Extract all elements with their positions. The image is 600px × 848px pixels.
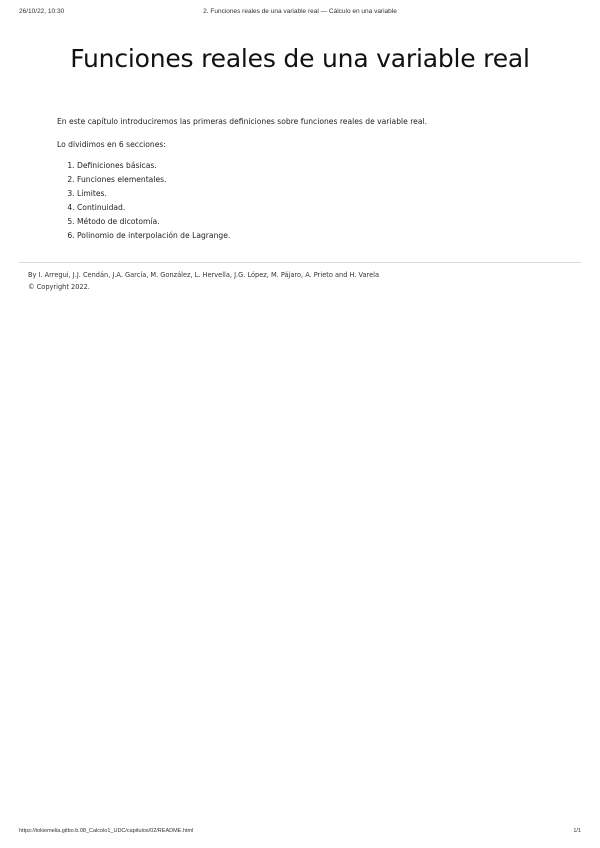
section-item-5[interactable]: 5. Método de dicotomía. <box>77 215 560 229</box>
authors-line: By I. Arregui, J.J. Cendán, J.A. García, M. González, L. Hervella, J.G. López, M. Pájaro, A. Prieto and H. Varela <box>28 271 380 279</box>
page-title: Funciones reales de una variable real <box>70 44 530 73</box>
section-item-1[interactable]: 1. Definiciones básicas. <box>77 159 560 173</box>
copyright-line: © Copyright 2022. <box>28 283 90 291</box>
footer-divider <box>19 262 581 263</box>
section-item-3[interactable]: 3. Límites. <box>77 187 560 201</box>
print-page-number: 1/1 <box>573 828 581 834</box>
sections-lead: Lo dividimos en 6 secciones: <box>57 140 166 149</box>
chapter-content <box>57 115 560 243</box>
print-date: 26/10/22, 10:30 <box>19 8 65 15</box>
credits <box>28 269 580 293</box>
section-item-2[interactable]: 2. Funciones elementales. <box>77 173 560 187</box>
section-item-6[interactable]: 6. Polinomio de interpolación de Lagrange. <box>77 229 560 243</box>
print-url: https://tokiemelia.gitbo.b.08_Calcolo1_UDC/capitulos/02/README.html <box>19 828 194 834</box>
intro-paragraph: En este capítulo introduciremos las primeras definiciones sobre funciones reales de variable real. <box>57 117 428 126</box>
section-item-4[interactable]: 4. Continuidad. <box>77 201 560 215</box>
print-doc-title: 2. Funciones reales de una variable real — Cálculo en una variable <box>203 8 397 15</box>
print-header <box>19 8 581 18</box>
print-footer <box>19 828 581 838</box>
sections-list <box>57 159 560 243</box>
